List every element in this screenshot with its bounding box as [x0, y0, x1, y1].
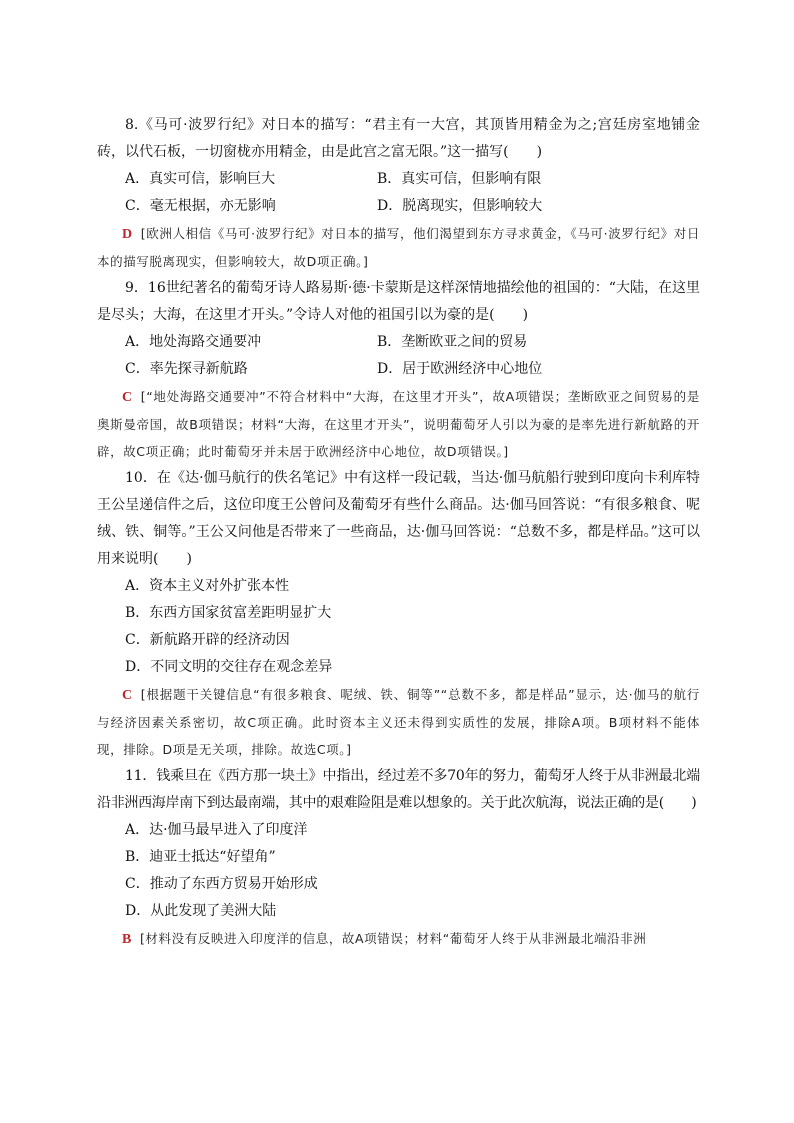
question-10-answer-letter: C — [122, 688, 133, 703]
question-11-option-c: C．推动了东西方贸易开始形成 — [125, 876, 318, 892]
question-11-answer — [97, 925, 700, 953]
question-9-answer-letter: C — [122, 390, 133, 405]
question-10-answer — [97, 681, 700, 763]
question-9-option-c: C．率先探寻新航路 — [125, 361, 248, 377]
question-11-option-d: D．从此发现了美洲大陆 — [125, 903, 277, 919]
question-8-answer-letter: D — [122, 227, 133, 242]
question-11-option-b: B．迪亚士抵达“好望角” — [125, 849, 276, 865]
question-9-option-a: A．地处海路交通要冲 — [125, 334, 262, 350]
question-10-option-a: A．资本主义对外扩张本性 — [125, 578, 290, 594]
question-11-explanation: [材料没有反映进入印度洋的信息，故A项错误；材料“葡萄牙人终于从非洲最北端沿非洲 — [139, 931, 647, 946]
question-10-option-b: B．东西方国家贫富差距明显扩大 — [125, 605, 332, 621]
question-11-answer-letter: B — [122, 932, 132, 947]
question-9-explanation: [“地处海路交通要冲”不符合材料中“大海，在这里才开头”，故A项错误；垄断欧亚之间贸易的是奥斯曼帝国，故B项错误；材料“大海，在这里才开头”，说明葡萄牙人引以为豪的是率先进行新航路的开辟，故C项正确；此时葡萄牙并未居于欧洲经济中心地位，故D项错误。] — [97, 389, 700, 459]
question-8-option-c: C．毫无根据，亦无影响 — [125, 198, 276, 214]
question-10-explanation: [根据题干关键信息“有很多粮食、呢绒、铁、铜等”“总数不多，都是样品”显示，达·伽马的航行与经济因素关系密切，故C项正确。此时资本主义还未得到实质性的发展，排除A项。B项材料不能体现，排除。D项是无关项，排除。故选C项。] — [97, 687, 700, 757]
question-9-answer — [97, 383, 700, 465]
question-8-answer — [97, 220, 700, 275]
page-content — [97, 112, 700, 953]
question-8-option-d: D．脱离现实，但影响较大 — [377, 198, 543, 214]
question-11-stem: 11．钱乘旦在《西方那一块土》中指出，经过差不多70年的努力，葡萄牙人终于从非洲最北端沿非洲西海岸南下到达最南端，其中的艰难险阻是难以想象的。关于此次航海，说法正确的是( ) — [97, 768, 700, 811]
question-8-option-b: B．真实可信，但影响有限 — [377, 171, 542, 187]
question-10-options — [125, 573, 700, 681]
question-9-options — [125, 329, 700, 383]
question-10-option-d: D．不同文明的交往存在观念差异 — [125, 659, 333, 675]
question-8-option-a: A．真实可信，影响巨大 — [125, 171, 276, 187]
question-8-options — [125, 166, 700, 220]
question-11-option-a: A．达·伽马最早进入了印度洋 — [125, 822, 308, 838]
question-9-stem: 9．16世纪著名的葡萄牙诗人路易斯·德·卡蒙斯是这样深情地描绘他的祖国的：“大陆，在这里是尽头；大海，在这里才开头。”令诗人对他的祖国引以为豪的是( ) — [97, 280, 700, 323]
question-9-option-d: D．居于欧洲经济中心地位 — [377, 361, 543, 377]
question-8-explanation: [欧洲人相信《马可·波罗行纪》对日本的描写，他们渴望到东方寻求黄金，《马可·波罗行纪》对日本的描写脱离现实，但影响较大，故D项正确。] — [97, 226, 700, 269]
question-8-stem: 8.《马可·波罗行纪》对日本的描写：“君主有一大宫，其顶皆用精金为之;宫廷房室地铺金砖，以代石板，一切窗栊亦用精金，由是此宫之富无限。”这一描写( ) — [97, 117, 700, 160]
question-11-options — [125, 817, 700, 925]
question-10-stem: 10．在《达·伽马航行的佚名笔记》中有这样一段记载，当达·伽马航船行驶到印度向卡利库特王公呈递信件之后，这位印度王公曾问及葡萄牙有些什么商品。达·伽马回答说：“有很多粮食、呢绒、铁、铜等。”王公又问他是否带来了一些商品，达·伽马回答说：“总数不多，都是样品。”这可以用来说明( ) — [97, 470, 700, 567]
question-9-option-b: B．垄断欧亚之间的贸易 — [377, 334, 528, 350]
question-10-option-c: C．新航路开辟的经济动因 — [125, 632, 290, 648]
